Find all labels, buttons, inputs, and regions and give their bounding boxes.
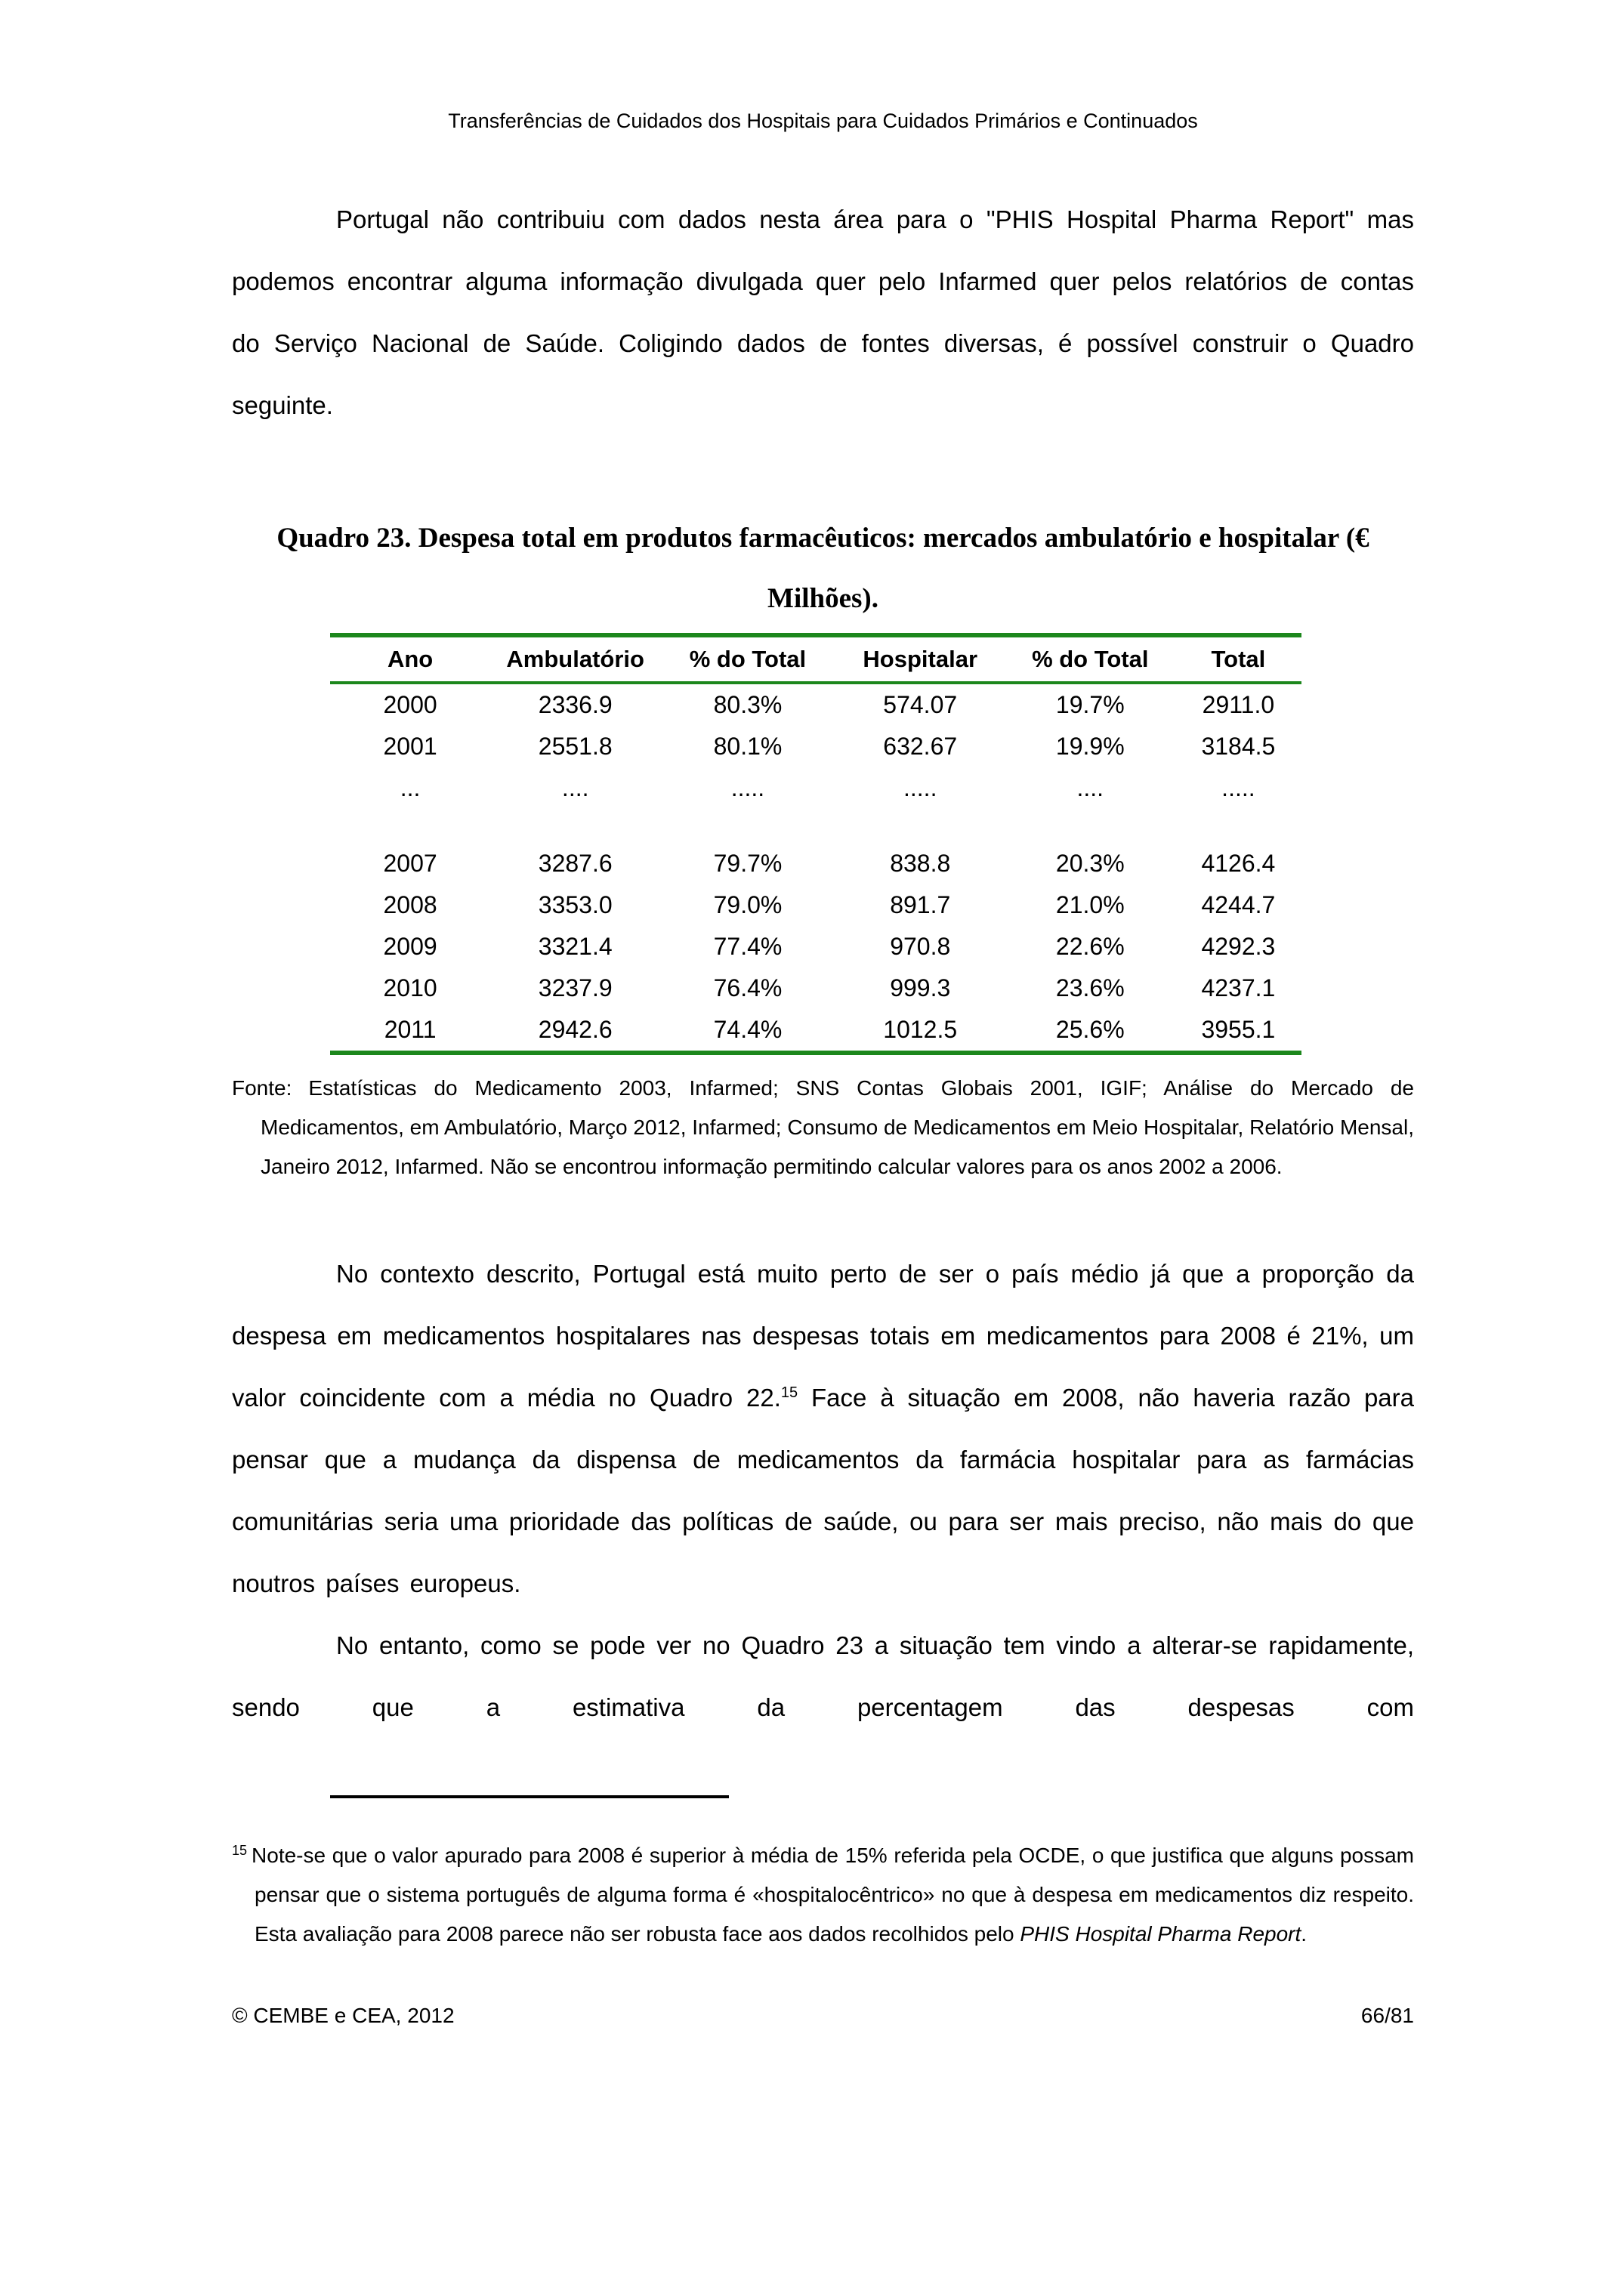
table-cell: 2010 — [383, 974, 437, 1001]
table-cell: 2000 — [383, 691, 437, 718]
paragraph-context-text-1: No contexto descrito, Portugal está muito perto de ser o país médio já que a proporção da despesa em medicamentos hospitalares nas despesas totais em medicamentos para 2008 é 21%, um valor coincidente com a média no Quadro 22. — [232, 1260, 1414, 1412]
table-row — [330, 884, 1301, 926]
table-cell: ..... — [1221, 774, 1255, 801]
table-cell — [835, 809, 1005, 843]
table-cell: 2001 — [383, 733, 437, 760]
table-cell — [1005, 809, 1175, 843]
table-cell: 19.7% — [1055, 691, 1125, 718]
table-cell: ..... — [903, 774, 937, 801]
paragraph-intro: Portugal não contribuiu com dados nesta área para o "PHIS Hospital Pharma Report" mas podemos encontrar alguma informação divulgada quer pelo Infarmed quer pelos relatórios de contas do Serviço Nacional de Saúde. Coligindo dados de fontes diversas, é possível construir o Quadro seguinte. — [232, 205, 1414, 419]
table-title: Quadro 23. Despesa total em produtos farmacêuticos: mercados ambulatório e hospitalar (€ Milhões). — [276, 523, 1369, 614]
table-cell: 4292.3 — [1201, 933, 1276, 960]
footnote-suffix: . — [1301, 1922, 1308, 1946]
table-cell: 3321.4 — [538, 933, 613, 960]
table-cell: ..... — [730, 774, 765, 801]
column-header-pct-total-2: % do Total — [1032, 646, 1149, 672]
page-footer — [232, 2001, 1414, 2031]
table-cell: 2336.9 — [538, 691, 613, 718]
table-cell: 838.8 — [890, 850, 951, 877]
table-row — [330, 1009, 1301, 1053]
table-cell — [660, 809, 835, 843]
table-cell: 891.7 — [890, 891, 951, 918]
table-cell: 2008 — [383, 891, 437, 918]
table-cell: 1012.5 — [883, 1016, 958, 1043]
table-cell: 19.9% — [1055, 733, 1125, 760]
footnote-italic-title: PHIS Hospital Pharma Report — [1020, 1922, 1301, 1946]
source-note-label: Fonte: — [232, 1076, 292, 1100]
footnote — [232, 1836, 1414, 1954]
table-cell: 4126.4 — [1201, 850, 1276, 877]
table-cell: 79.7% — [713, 850, 783, 877]
table-row — [330, 967, 1301, 1009]
table-cell: 25.6% — [1055, 1016, 1125, 1043]
table-cell: 999.3 — [890, 974, 951, 1001]
table-cell: 3287.6 — [538, 850, 613, 877]
table-cell: 20.3% — [1055, 850, 1125, 877]
column-header-total: Total — [1211, 646, 1266, 672]
table-cell: 23.6% — [1055, 974, 1125, 1001]
table-cell: .... — [561, 774, 589, 801]
table-cell: 22.6% — [1055, 933, 1125, 960]
column-header-pct-total-1: % do Total — [689, 646, 807, 672]
pharma-expenditure-table — [330, 633, 1301, 1055]
table-cell: 2551.8 — [538, 733, 613, 760]
source-note-text: Estatísticas do Medicamento 2003, Infarmed; SNS Contas Globais 2001, IGIF; Análise do Mercado de Medicamentos, em Ambulatório, Março 2012, Infarmed; Consumo de Medicamentos em Meio Hospitalar, Relatório Mensal, Janeiro 2012, Infarmed. Não se encontrou informação permitindo calcular valores para os anos 2002 a 2006. — [261, 1076, 1414, 1178]
column-header-hospitalar: Hospitalar — [863, 646, 978, 672]
table-cell: 3184.5 — [1201, 733, 1276, 760]
table-row — [330, 843, 1301, 884]
table-row — [330, 809, 1301, 843]
paragraph-noentanto: No entanto, como se pode ver no Quadro 23 a situação tem vindo a alterar-se rapidamente, sendo que a estimativa da percentagem das despesas com — [232, 1631, 1414, 1721]
table-cell: 4244.7 — [1201, 891, 1276, 918]
table-row — [330, 683, 1301, 726]
pharma-table-body — [330, 683, 1301, 1053]
source-note — [232, 1069, 1414, 1187]
table-cell: 4237.1 — [1201, 974, 1276, 1001]
paragraph-context-text-2: Face à situação em 2008, não haveria razão para pensar que a mudança da dispensa de medicamentos da farmácia hospitalar para as farmácias comunitárias seria uma prioridade das políticas de saúde, ou para ser mais preciso, não mais do que noutros países europeus. — [232, 1384, 1414, 1597]
copyright-text: © CEMBE e CEA, 2012 — [232, 2004, 455, 2027]
table-cell: 74.4% — [713, 1016, 783, 1043]
table-cell: 970.8 — [890, 933, 951, 960]
table-cell: 80.3% — [713, 691, 783, 718]
footnote-number: 15 — [232, 1842, 248, 1858]
page-number: 66/81 — [1360, 2004, 1414, 2027]
running-header: Transferências de Cuidados dos Hospitais para Cuidados Primários e Continuados — [448, 110, 1198, 132]
table-cell: 77.4% — [713, 933, 783, 960]
table-cell: 2009 — [383, 933, 437, 960]
table-cell: 2911.0 — [1202, 691, 1275, 718]
table-cell: 79.0% — [713, 891, 783, 918]
table-cell: .... — [1076, 774, 1104, 801]
table-cell: 2007 — [383, 850, 437, 877]
column-header-ambulatorio: Ambulatório — [506, 646, 644, 672]
column-header-ano: Ano — [387, 646, 434, 672]
table-cell: 3955.1 — [1201, 1016, 1276, 1043]
table-cell — [330, 809, 490, 843]
table-cell — [490, 809, 660, 843]
table-cell: 80.1% — [713, 733, 783, 760]
table-cell: 21.0% — [1055, 891, 1125, 918]
footnote-separator — [330, 1795, 729, 1798]
footnote-text: Note-se que o valor apurado para 2008 é superior à média de 15% referida pela OCDE, o que justifica que alguns possam pensar que o sistema português de alguma forma é «hospitalocêntrico» no que à despesa em medicamentos diz respeito. Esta avaliação para 2008 parece não ser robusta face aos dados recolhidos pelo — [252, 1844, 1414, 1946]
table-header-row — [330, 635, 1301, 683]
table-cell: 2011 — [384, 1016, 437, 1043]
table-cell: 574.07 — [883, 691, 958, 718]
footnote-reference: 15 — [780, 1384, 798, 1401]
table-cell: 3237.9 — [538, 974, 613, 1001]
table-row — [330, 726, 1301, 767]
table-row — [330, 926, 1301, 967]
table-row — [330, 767, 1301, 809]
table-cell — [1175, 809, 1301, 843]
table-cell: 632.67 — [883, 733, 958, 760]
paragraph-context — [232, 1243, 1414, 1615]
table-header — [330, 635, 1301, 683]
table-cell: ... — [400, 774, 421, 801]
table-cell: 2942.6 — [538, 1016, 613, 1043]
table-cell: 76.4% — [713, 974, 783, 1001]
table-cell: 3353.0 — [538, 891, 613, 918]
